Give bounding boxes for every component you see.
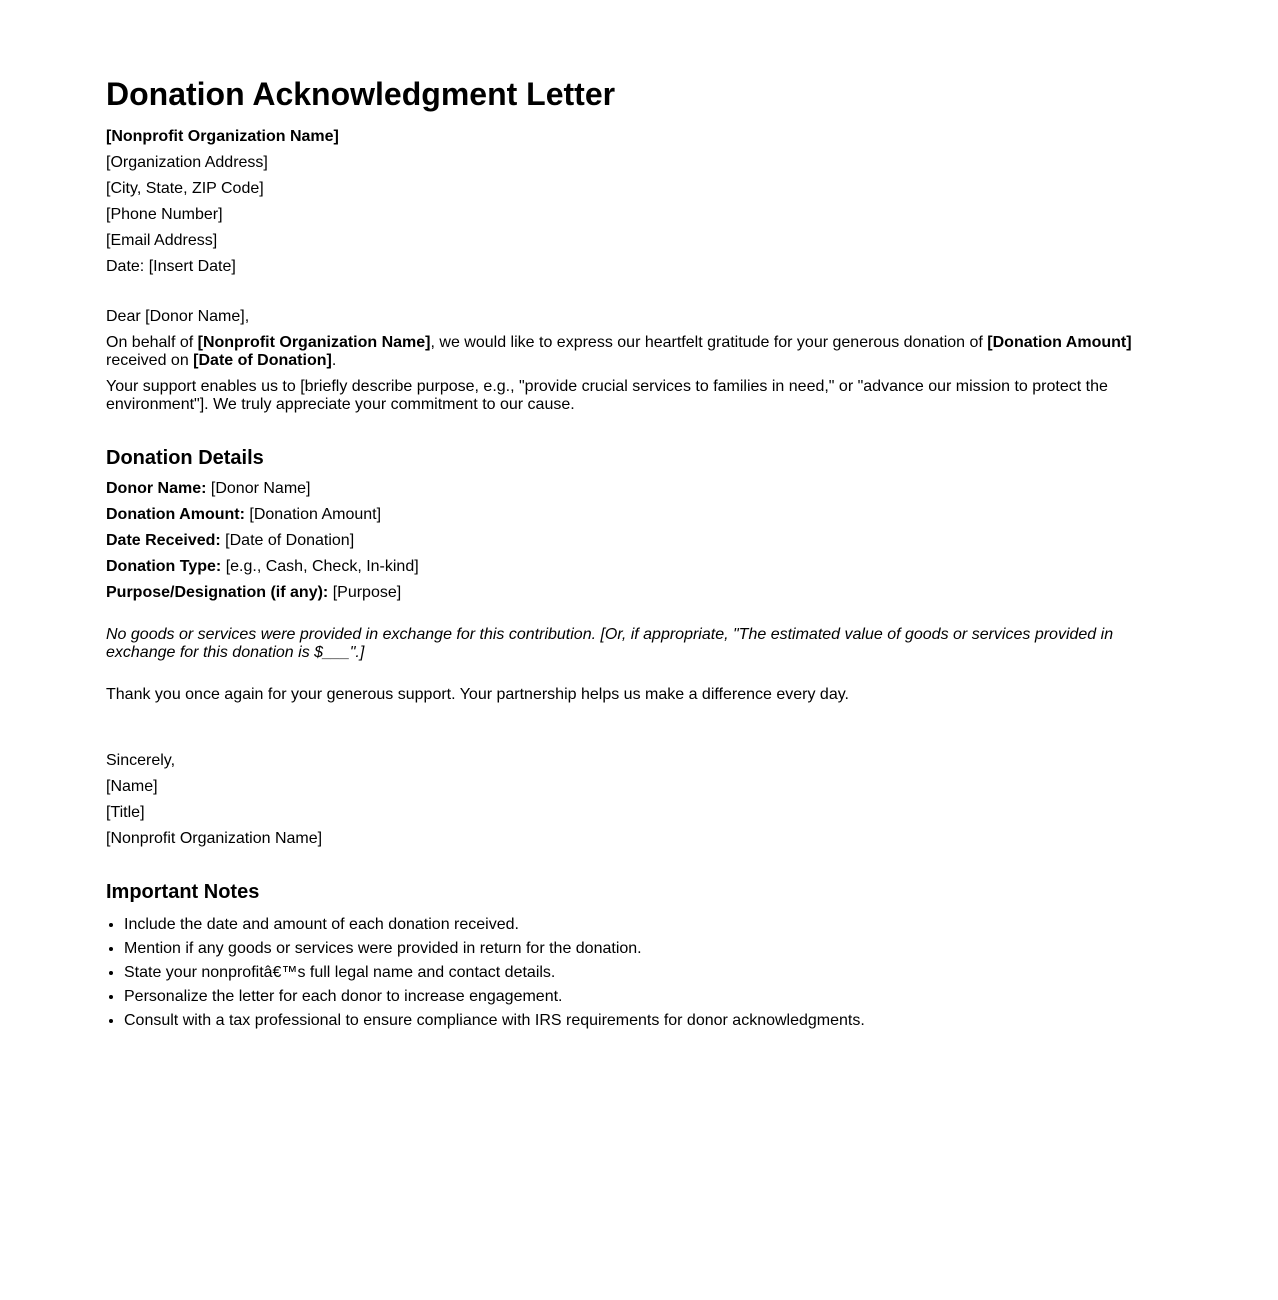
city-state-zip: [City, State, ZIP Code] — [106, 180, 264, 197]
list-item: • Personalize the letter for each donor to increase engagement. — [124, 985, 865, 1009]
detail-label: Purpose/Designation (if any): — [106, 584, 329, 601]
thank-you-paragraph: Thank you once again for your generous support. Your partnership helps us make a difference every day. — [106, 686, 849, 703]
signer-title: [Title] — [106, 804, 145, 821]
support-paragraph: Your support enables us to [briefly describe purpose, e.g., "provide crucial services to families in need," or "advance our mission to protect the environment"]. We truly appreciate your commitment to our cause. — [106, 378, 1108, 413]
notes-list — [106, 913, 865, 1033]
donation-details-heading: Donation Details — [106, 447, 264, 469]
signer-org: [Nonprofit Organization Name] — [106, 830, 323, 847]
gratitude-text-2: , we would like to express our heartfelt gratitude for your generous donation of — [430, 334, 988, 351]
list-item: • Mention if any goods or services were provided in return for the donation. — [124, 937, 865, 961]
salutation: Dear [Donor Name], — [106, 308, 250, 325]
org-name: [Nonprofit Organization Name] — [106, 128, 339, 145]
gratitude-text-1: On behalf of — [106, 334, 198, 351]
detail-label: Date Received: — [106, 532, 221, 549]
list-item: • State your nonprofitâ€™s full legal name and contact details. — [124, 961, 865, 985]
disclaimer-paragraph: No goods or services were provided in exchange for this contribution. [Or, if appropriate, "The estimated value of goods or services provided in exchange for this donation is $___".] — [106, 626, 1114, 661]
detail-purpose — [106, 584, 401, 602]
letter-date: Date: [Insert Date] — [106, 258, 236, 275]
gratitude-text-3: received on — [106, 352, 194, 369]
gratitude-org-name: [Nonprofit Organization Name] — [197, 334, 431, 351]
list-item: • Include the date and amount of each donation received. — [124, 913, 865, 937]
gratitude-date: [Date of Donation] — [193, 352, 332, 369]
signoff: Sincerely, — [106, 752, 176, 769]
detail-label: Donation Amount: — [106, 506, 245, 523]
detail-date-received — [106, 532, 354, 550]
phone-number: [Phone Number] — [106, 206, 223, 223]
signer-name: [Name] — [106, 778, 158, 795]
detail-value: [e.g., Cash, Check, In-kind] — [221, 558, 419, 575]
org-address: [Organization Address] — [106, 154, 268, 171]
detail-donor-name — [106, 480, 311, 498]
email-address: [Email Address] — [106, 232, 218, 249]
list-item: • Consult with a tax professional to ensure compliance with IRS requirements for donor acknowledgments. — [124, 1009, 865, 1033]
detail-donation-type — [106, 558, 419, 576]
detail-value: [Purpose] — [328, 584, 402, 601]
gratitude-text-4: . — [331, 352, 337, 369]
gratitude-paragraph — [106, 334, 1146, 370]
detail-value: [Donor Name] — [206, 480, 311, 497]
important-notes-heading: Important Notes — [106, 881, 260, 903]
detail-donation-amount — [106, 506, 381, 524]
gratitude-amount: [Donation Amount] — [987, 334, 1132, 351]
document-title: Donation Acknowledgment Letter — [106, 76, 616, 112]
detail-value: [Donation Amount] — [244, 506, 382, 523]
detail-label: Donation Type: — [106, 558, 222, 575]
detail-label: Donor Name: — [106, 480, 207, 497]
detail-value: [Date of Donation] — [220, 532, 355, 549]
